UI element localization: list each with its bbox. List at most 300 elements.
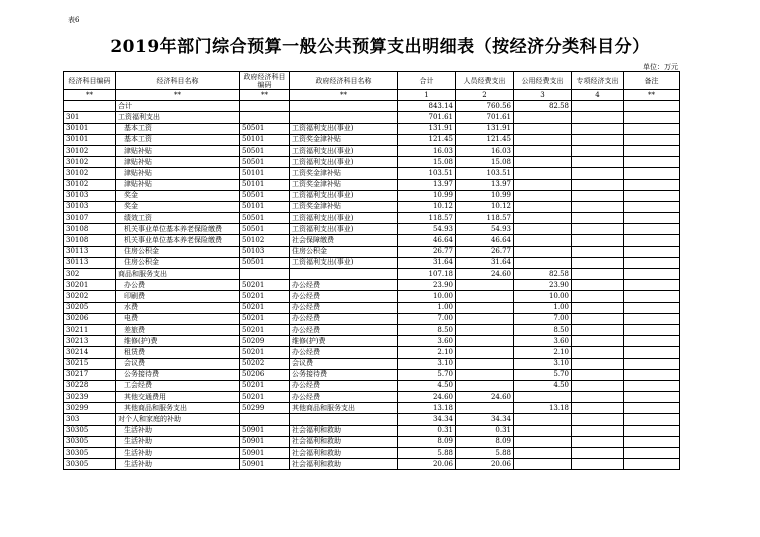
col-header-code: 经济科目编码 — [64, 72, 116, 90]
gov-name-cell: 办公经费 — [290, 302, 398, 313]
special-cell — [572, 280, 624, 291]
gov-code-cell: 50202 — [240, 358, 290, 369]
code-cell: 30101 — [64, 123, 116, 134]
note-cell — [624, 302, 680, 313]
total-cell: 3.10 — [398, 358, 456, 369]
gov-name-cell: 工资福利支出(事业) — [290, 123, 398, 134]
total-cell: 107.18 — [398, 269, 456, 280]
total-cell: 103.51 — [398, 168, 456, 179]
note-cell — [624, 448, 680, 459]
name-cell: 会议费 — [116, 358, 240, 369]
code-cell: 30217 — [64, 369, 116, 380]
table-row — [64, 369, 680, 380]
public-cell — [514, 157, 572, 168]
gov-code-cell — [240, 101, 290, 112]
name-cell: 租赁费 — [116, 347, 240, 358]
gov-code-cell: 50103 — [240, 246, 290, 257]
note-cell — [624, 201, 680, 212]
special-cell — [572, 436, 624, 447]
note-cell — [624, 324, 680, 335]
total-cell: 13.97 — [398, 179, 456, 190]
gov-code-cell: 50201 — [240, 392, 290, 403]
code-cell: 303 — [64, 414, 116, 425]
total-cell: 13.18 — [398, 403, 456, 414]
index-cell: ** — [290, 90, 398, 101]
name-cell: 基本工资 — [116, 134, 240, 145]
note-cell — [624, 291, 680, 302]
personnel-cell: 13.97 — [456, 179, 514, 190]
special-cell — [572, 448, 624, 459]
total-cell: 131.91 — [398, 123, 456, 134]
public-cell — [514, 246, 572, 257]
total-cell: 118.57 — [398, 213, 456, 224]
personnel-cell — [456, 280, 514, 291]
table-row — [64, 358, 680, 369]
gov-code-cell: 50201 — [240, 280, 290, 291]
total-cell: 24.60 — [398, 392, 456, 403]
name-cell: 其他商品和服务支出 — [116, 403, 240, 414]
name-cell: 津贴补贴 — [116, 168, 240, 179]
gov-code-cell: 50101 — [240, 168, 290, 179]
table-row — [64, 145, 680, 156]
category-row — [64, 414, 680, 425]
gov-name-cell: 住房公积金 — [290, 246, 398, 257]
gov-name-cell: 办公经费 — [290, 392, 398, 403]
table-row — [64, 190, 680, 201]
note-cell — [624, 380, 680, 391]
name-cell: 奖金 — [116, 190, 240, 201]
name-cell: 对个人和家庭的补助 — [116, 414, 240, 425]
personnel-cell: 118.57 — [456, 213, 514, 224]
col-header-name: 经济科目名称 — [116, 72, 240, 90]
code-cell: 30206 — [64, 313, 116, 324]
table-row — [64, 291, 680, 302]
total-cell: 4.50 — [398, 380, 456, 391]
total-cell: 15.08 — [398, 157, 456, 168]
total-cell: 0.31 — [398, 425, 456, 436]
gov-name-cell — [290, 269, 398, 280]
personnel-cell — [456, 347, 514, 358]
index-cell: 4 — [572, 90, 624, 101]
note-cell — [624, 313, 680, 324]
note-cell — [624, 112, 680, 123]
public-cell: 4.50 — [514, 380, 572, 391]
public-cell: 3.10 — [514, 358, 572, 369]
public-cell — [514, 168, 572, 179]
gov-code-cell: 50101 — [240, 134, 290, 145]
note-cell — [624, 101, 680, 112]
name-cell: 奖金 — [116, 201, 240, 212]
total-cell: 7.00 — [398, 313, 456, 324]
note-cell — [624, 358, 680, 369]
total-cell: 5.88 — [398, 448, 456, 459]
note-cell — [624, 269, 680, 280]
gov-name-cell: 公务接待费 — [290, 369, 398, 380]
special-cell — [572, 235, 624, 246]
gov-code-cell: 50201 — [240, 324, 290, 335]
code-cell: 30113 — [64, 246, 116, 257]
total-cell: 10.00 — [398, 291, 456, 302]
total-cell: 10.12 — [398, 201, 456, 212]
name-cell: 工资福利支出 — [116, 112, 240, 123]
note-cell — [624, 145, 680, 156]
gov-code-cell: 50501 — [240, 157, 290, 168]
public-cell — [514, 224, 572, 235]
public-cell: 1.00 — [514, 302, 572, 313]
note-cell — [624, 436, 680, 447]
gov-name-cell: 工资福利支出(事业) — [290, 224, 398, 235]
code-cell: 30202 — [64, 291, 116, 302]
table-row — [64, 425, 680, 436]
public-cell: 13.18 — [514, 403, 572, 414]
gov-name-cell — [290, 101, 398, 112]
gov-code-cell: 50901 — [240, 425, 290, 436]
code-cell: 30101 — [64, 134, 116, 145]
gov-code-cell: 50501 — [240, 213, 290, 224]
personnel-cell — [456, 358, 514, 369]
code-cell: 30113 — [64, 257, 116, 268]
special-cell — [572, 101, 624, 112]
total-cell: 843.14 — [398, 101, 456, 112]
gov-code-cell: 50201 — [240, 313, 290, 324]
public-cell — [514, 213, 572, 224]
total-cell: 1.00 — [398, 302, 456, 313]
total-row — [64, 101, 680, 112]
name-cell: 合计 — [116, 101, 240, 112]
public-cell: 23.90 — [514, 280, 572, 291]
index-cell: 3 — [514, 90, 572, 101]
special-cell — [572, 145, 624, 156]
total-cell: 10.99 — [398, 190, 456, 201]
gov-code-cell: 50501 — [240, 257, 290, 268]
gov-name-cell: 办公经费 — [290, 313, 398, 324]
gov-name-cell — [290, 112, 398, 123]
table-row — [64, 313, 680, 324]
gov-name-cell: 办公经费 — [290, 280, 398, 291]
name-cell: 维修(护)费 — [116, 336, 240, 347]
personnel-cell: 46.64 — [456, 235, 514, 246]
code-cell: 30305 — [64, 425, 116, 436]
gov-code-cell: 50206 — [240, 369, 290, 380]
special-cell — [572, 291, 624, 302]
public-cell — [514, 392, 572, 403]
name-cell: 差旅费 — [116, 324, 240, 335]
col-header-special: 专项经济支出 — [572, 72, 624, 90]
gov-code-cell: 50501 — [240, 123, 290, 134]
total-cell: 8.09 — [398, 436, 456, 447]
table-row — [64, 347, 680, 358]
table-row — [64, 123, 680, 134]
note-cell — [624, 123, 680, 134]
gov-name-cell: 办公经费 — [290, 380, 398, 391]
note-cell — [624, 392, 680, 403]
public-cell: 82.58 — [514, 101, 572, 112]
name-cell: 水费 — [116, 302, 240, 313]
public-cell — [514, 134, 572, 145]
table-row — [64, 459, 680, 470]
header-row — [64, 72, 680, 90]
public-cell: 82.58 — [514, 269, 572, 280]
gov-code-cell: 50299 — [240, 403, 290, 414]
total-cell: 26.77 — [398, 246, 456, 257]
personnel-cell: 103.51 — [456, 168, 514, 179]
public-cell — [514, 414, 572, 425]
note-cell — [624, 179, 680, 190]
special-cell — [572, 168, 624, 179]
public-cell: 8.50 — [514, 324, 572, 335]
gov-name-cell: 会议费 — [290, 358, 398, 369]
table-row — [64, 213, 680, 224]
gov-code-cell: 50501 — [240, 224, 290, 235]
col-header-public: 公用经费支出 — [514, 72, 572, 90]
note-cell — [624, 235, 680, 246]
special-cell — [572, 190, 624, 201]
special-cell — [572, 224, 624, 235]
gov-name-cell: 社会福利和救助 — [290, 448, 398, 459]
note-cell — [624, 414, 680, 425]
col-header-gov-name: 政府经济科目名称 — [290, 72, 398, 90]
public-cell — [514, 459, 572, 470]
code-cell: 30299 — [64, 403, 116, 414]
note-cell — [624, 213, 680, 224]
index-cell: ** — [64, 90, 116, 101]
index-cell: ** — [240, 90, 290, 101]
personnel-cell: 54.93 — [456, 224, 514, 235]
gov-code-cell — [240, 112, 290, 123]
code-cell: 30102 — [64, 145, 116, 156]
name-cell: 住房公积金 — [116, 246, 240, 257]
gov-name-cell: 工资奖金津补贴 — [290, 168, 398, 179]
personnel-cell: 701.61 — [456, 112, 514, 123]
table-row — [64, 324, 680, 335]
code-cell: 30102 — [64, 168, 116, 179]
code-cell: 302 — [64, 269, 116, 280]
personnel-cell: 24.60 — [456, 269, 514, 280]
table-row — [64, 336, 680, 347]
public-cell — [514, 235, 572, 246]
table-row — [64, 257, 680, 268]
code-cell: 30108 — [64, 224, 116, 235]
gov-name-cell: 社会福利和救助 — [290, 436, 398, 447]
col-header-personnel: 人员经费支出 — [456, 72, 514, 90]
personnel-cell — [456, 369, 514, 380]
table-row — [64, 436, 680, 447]
gov-code-cell: 50201 — [240, 291, 290, 302]
note-cell — [624, 347, 680, 358]
index-cell: ** — [624, 90, 680, 101]
special-cell — [572, 302, 624, 313]
gov-name-cell: 社会保障缴费 — [290, 235, 398, 246]
personnel-cell — [456, 324, 514, 335]
gov-code-cell: 50901 — [240, 459, 290, 470]
table-row — [64, 179, 680, 190]
gov-code-cell — [240, 269, 290, 280]
special-cell — [572, 403, 624, 414]
gov-name-cell: 工资福利支出(事业) — [290, 257, 398, 268]
code-cell: 30102 — [64, 179, 116, 190]
total-cell: 16.03 — [398, 145, 456, 156]
table-row — [64, 168, 680, 179]
name-cell: 办公费 — [116, 280, 240, 291]
name-cell: 津贴补贴 — [116, 145, 240, 156]
personnel-cell: 34.34 — [456, 414, 514, 425]
gov-name-cell: 工资福利支出(事业) — [290, 213, 398, 224]
special-cell — [572, 213, 624, 224]
table-row — [64, 380, 680, 391]
special-cell — [572, 157, 624, 168]
gov-code-cell: 50901 — [240, 436, 290, 447]
code-cell: 30211 — [64, 324, 116, 335]
index-cell: ** — [116, 90, 240, 101]
col-header-total: 合计 — [398, 72, 456, 90]
code-cell: 30205 — [64, 302, 116, 313]
name-cell: 印刷费 — [116, 291, 240, 302]
special-cell — [572, 425, 624, 436]
table-row — [64, 302, 680, 313]
public-cell — [514, 425, 572, 436]
personnel-cell: 10.99 — [456, 190, 514, 201]
code-cell: 30102 — [64, 157, 116, 168]
total-cell: 46.64 — [398, 235, 456, 246]
table-row — [64, 392, 680, 403]
personnel-cell: 131.91 — [456, 123, 514, 134]
name-cell: 商品和服务支出 — [116, 269, 240, 280]
table-row — [64, 280, 680, 291]
gov-name-cell: 工资奖金津补贴 — [290, 134, 398, 145]
note-cell — [624, 190, 680, 201]
gov-code-cell: 50501 — [240, 145, 290, 156]
personnel-cell — [456, 336, 514, 347]
personnel-cell — [456, 313, 514, 324]
total-cell: 34.34 — [398, 414, 456, 425]
note-cell — [624, 280, 680, 291]
personnel-cell: 0.31 — [456, 425, 514, 436]
gov-name-cell: 办公经费 — [290, 324, 398, 335]
code-cell: 30213 — [64, 336, 116, 347]
table-row — [64, 448, 680, 459]
personnel-cell: 10.12 — [456, 201, 514, 212]
special-cell — [572, 369, 624, 380]
total-cell: 54.93 — [398, 224, 456, 235]
note-cell — [624, 459, 680, 470]
code-cell: 301 — [64, 112, 116, 123]
table-row — [64, 246, 680, 257]
name-cell: 生活补助 — [116, 436, 240, 447]
note-cell — [624, 257, 680, 268]
special-cell — [572, 347, 624, 358]
public-cell: 10.00 — [514, 291, 572, 302]
name-cell: 生活补助 — [116, 425, 240, 436]
table-row — [64, 157, 680, 168]
personnel-cell: 26.77 — [456, 246, 514, 257]
gov-code-cell: 50201 — [240, 347, 290, 358]
col-header-note: 备注 — [624, 72, 680, 90]
name-cell: 津贴补贴 — [116, 157, 240, 168]
public-cell — [514, 436, 572, 447]
code-cell: 30228 — [64, 380, 116, 391]
code-cell: 30305 — [64, 448, 116, 459]
public-cell: 3.60 — [514, 336, 572, 347]
table-row — [64, 235, 680, 246]
gov-code-cell: 50209 — [240, 336, 290, 347]
public-cell: 2.10 — [514, 347, 572, 358]
public-cell: 7.00 — [514, 313, 572, 324]
special-cell — [572, 269, 624, 280]
index-cell: 1 — [398, 90, 456, 101]
unit-label: 单位：万元 — [643, 63, 678, 71]
gov-code-cell: 50201 — [240, 302, 290, 313]
note-cell — [624, 336, 680, 347]
personnel-cell: 20.06 — [456, 459, 514, 470]
public-cell — [514, 448, 572, 459]
special-cell — [572, 257, 624, 268]
name-cell: 生活补助 — [116, 448, 240, 459]
table-row — [64, 201, 680, 212]
index-cell: 2 — [456, 90, 514, 101]
special-cell — [572, 179, 624, 190]
special-cell — [572, 123, 624, 134]
public-cell — [514, 112, 572, 123]
gov-code-cell: 50101 — [240, 201, 290, 212]
personnel-cell: 8.09 — [456, 436, 514, 447]
name-cell: 住房公积金 — [116, 257, 240, 268]
personnel-cell: 24.60 — [456, 392, 514, 403]
name-cell: 工会经费 — [116, 380, 240, 391]
code-cell: 30305 — [64, 459, 116, 470]
personnel-cell — [456, 380, 514, 391]
total-cell: 2.10 — [398, 347, 456, 358]
special-cell — [572, 392, 624, 403]
gov-name-cell: 工资奖金津补贴 — [290, 179, 398, 190]
gov-code-cell: 50102 — [240, 235, 290, 246]
code-cell: 30214 — [64, 347, 116, 358]
name-cell: 生活补助 — [116, 459, 240, 470]
public-cell — [514, 201, 572, 212]
note-cell — [624, 425, 680, 436]
personnel-cell — [456, 291, 514, 302]
personnel-cell: 15.08 — [456, 157, 514, 168]
personnel-cell — [456, 302, 514, 313]
gov-code-cell: 50901 — [240, 448, 290, 459]
gov-name-cell: 社会福利和救助 — [290, 425, 398, 436]
table-row — [64, 134, 680, 145]
name-cell: 绩效工资 — [116, 213, 240, 224]
gov-name-cell: 工资奖金津补贴 — [290, 201, 398, 212]
name-cell: 电费 — [116, 313, 240, 324]
table-row — [64, 403, 680, 414]
category-row — [64, 112, 680, 123]
col-header-gov-code: 政府经济科目编码 — [240, 72, 290, 90]
total-cell: 23.90 — [398, 280, 456, 291]
gov-name-cell — [290, 414, 398, 425]
category-row — [64, 269, 680, 280]
special-cell — [572, 336, 624, 347]
total-cell: 121.45 — [398, 134, 456, 145]
special-cell — [572, 380, 624, 391]
special-cell — [572, 324, 624, 335]
public-cell — [514, 190, 572, 201]
gov-code-cell — [240, 414, 290, 425]
code-cell: 30108 — [64, 235, 116, 246]
total-cell: 20.06 — [398, 459, 456, 470]
gov-name-cell: 社会福利和救助 — [290, 459, 398, 470]
public-cell — [514, 179, 572, 190]
public-cell: 5.70 — [514, 369, 572, 380]
gov-code-cell: 50501 — [240, 190, 290, 201]
page-title: 2019年部门综合预算一般公共预算支出明细表（按经济分类科目分） — [110, 37, 650, 57]
special-cell — [572, 134, 624, 145]
code-cell: 30239 — [64, 392, 116, 403]
